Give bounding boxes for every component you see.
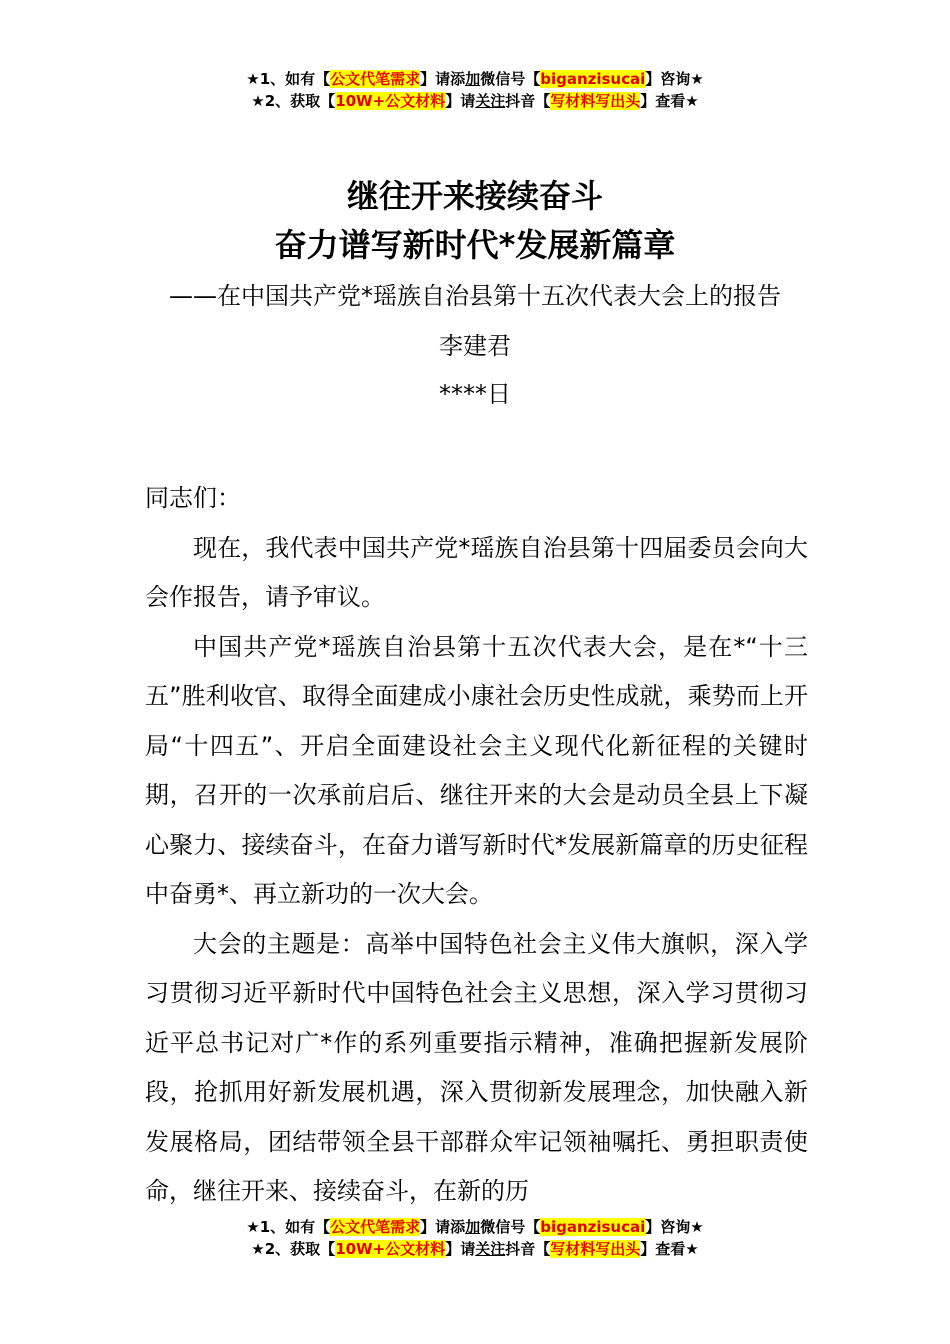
promo-text: 】咨询★ bbox=[645, 1218, 704, 1236]
promo-text: 抖音【 bbox=[505, 1240, 551, 1258]
promo-highlight: 公文代笔需求 bbox=[330, 1218, 421, 1236]
promo-highlight: 写材料写出头 bbox=[550, 92, 641, 110]
header-promo-banner bbox=[0, 68, 950, 112]
promo-line-1 bbox=[0, 68, 950, 90]
document-body bbox=[145, 474, 808, 1217]
promo-highlight: biganzisucai bbox=[540, 1218, 646, 1236]
footer-promo-banner bbox=[0, 1216, 950, 1260]
promo-text: ★2、获取【 bbox=[251, 92, 336, 110]
promo-line-2 bbox=[0, 90, 950, 112]
promo-text: 微信号【 bbox=[480, 70, 541, 88]
promo-underlined-text: 加 bbox=[465, 70, 481, 88]
promo-highlight: biganzisucai bbox=[540, 70, 646, 88]
promo-underlined-text: 关注 bbox=[475, 92, 506, 110]
promo-underlined-text: 加 bbox=[465, 1218, 481, 1236]
body-paragraph: 中国共产党*瑶族自治县第十五次代表大会，是在*“十三五”胜利收官、取得全面建成小康社会历史性成就，乘势而上开局“十四五”、开启全面建设社会主义现代化新征程的关键时期，召开的一次承前启后、继往开来的大会是动员全县上下凝心聚力、接续奋斗，在奋力谱写新时代*发展新篇章的历史征程中奋勇*、再立新功的一次大会。 bbox=[145, 632, 808, 908]
body-paragraph: 现在，我代表中国共产党*瑶族自治县第十四届委员会向大会作报告，请予审议。 bbox=[145, 533, 808, 611]
document-date: ****日 bbox=[439, 380, 511, 408]
promo-text: 】请 bbox=[445, 92, 476, 110]
document-title-line-2: 奋力谱写新时代*发展新篇章 bbox=[274, 226, 676, 264]
promo-text: 】请添 bbox=[420, 1218, 466, 1236]
promo-text: 】查看★ bbox=[640, 1240, 699, 1258]
promo-line-2 bbox=[0, 1238, 950, 1260]
document-title-line-1: 继往开来接续奋斗 bbox=[346, 177, 603, 215]
promo-highlight: 公文代笔需求 bbox=[330, 70, 421, 88]
promo-text: 】请添 bbox=[420, 70, 466, 88]
body-paragraph: 大会的主题是：高举中国特色社会主义伟大旗帜，深入学习贯彻习近平新时代中国特色社会主义思想，深入学习贯彻习近平总书记对广*作的系列重要指示精神，准确把握新发展阶段，抢抓用好新发展机遇，深入贯彻新发展理念，加快融入新发展格局，团结带领全县干部群众牢记领袖嘱托、勇担职责使命，继往开来、接续奋斗，在新的历 bbox=[145, 929, 808, 1205]
promo-text: 抖音【 bbox=[505, 92, 551, 110]
salutation: 同志们： bbox=[145, 484, 241, 512]
promo-highlight: 10W+公文材料 bbox=[335, 1240, 446, 1258]
promo-underlined-text: 关注 bbox=[475, 1240, 506, 1258]
promo-text: 】咨询★ bbox=[645, 70, 704, 88]
document-author: 李建君 bbox=[439, 332, 511, 360]
promo-text: 微信号【 bbox=[480, 1218, 541, 1236]
promo-text: ★1、如有【 bbox=[246, 70, 331, 88]
promo-text: ★2、获取【 bbox=[251, 1240, 336, 1258]
document-subtitle: ——在中国共产党*瑶族自治县第十五次代表大会上的报告 bbox=[169, 282, 781, 310]
promo-highlight: 10W+公文材料 bbox=[335, 92, 446, 110]
promo-text: 】请 bbox=[445, 1240, 476, 1258]
promo-text: ★1、如有【 bbox=[246, 1218, 331, 1236]
promo-highlight: 写材料写出头 bbox=[550, 1240, 641, 1258]
promo-text: 】查看★ bbox=[640, 92, 699, 110]
promo-line-1 bbox=[0, 1216, 950, 1238]
